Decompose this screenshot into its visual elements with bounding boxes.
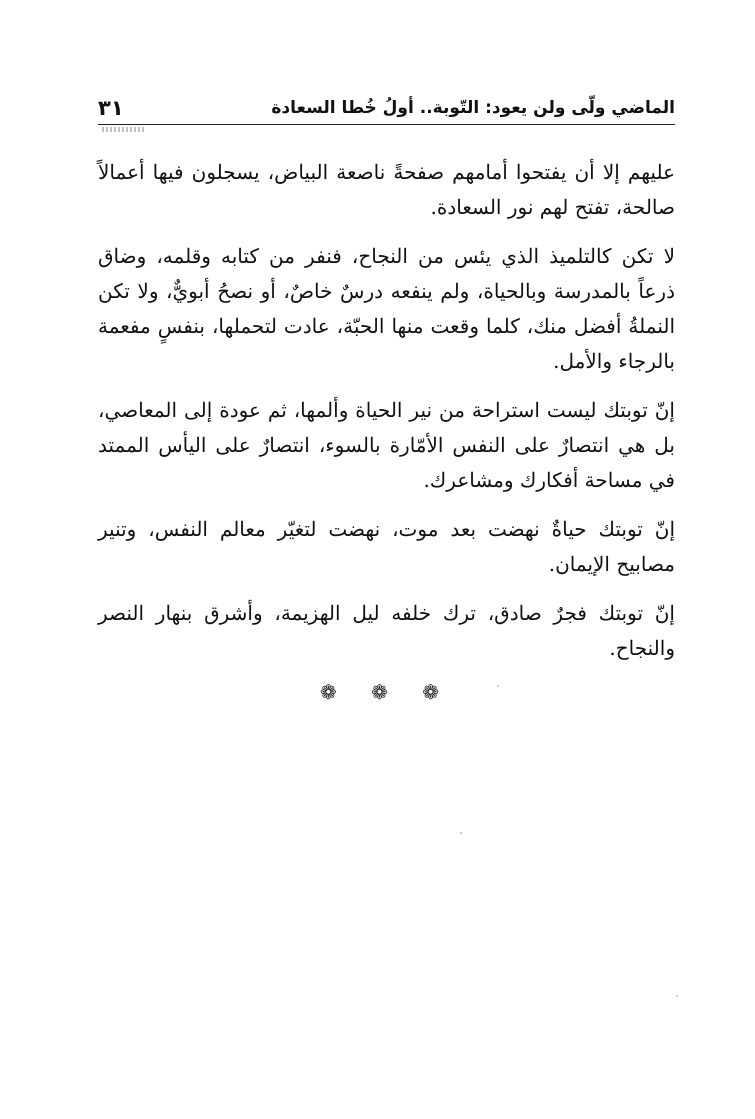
paragraph: إنّ توبتك ليست استراحة من نير الحياة وألمها، ثم عودة إلى المعاصي، بل هي انتصارٌ على النفس الأمّارة بالسوء، انتصارٌ على اليأس الممتد في مساحة أفكارك ومشاعرك. (98, 398, 675, 492)
paragraph: لا تكن كالتلميذ الذي يئس من النجاح، فنفر من كتابه وقلمه، وضاق ذرعاً بالمدرسة وبالحياة، ولم ينفعه درسٌ خاصٌ، أو نصحُ أبويٌّ، ولا تكن النملةُ أفضل منك، كلما وقعت منها الحبّة، عادت لتحملها، بنفسٍ مفعمة بالرجاء والأمل. (98, 244, 676, 373)
paragraph: إنّ توبتك حياةٌ نهضت بعد موت، نهضت لتغيّر معالم النفس، وتنير مصابيح الإيمان. (98, 517, 675, 576)
paper-speck (676, 995, 678, 997)
paragraph: إنّ توبتك فجرٌ صادق، ترك خلفه ليل الهزيمة، وأشرق بنهار النصر والنجاح. (98, 601, 675, 660)
running-title: الماضي ولّى ولن يعود: التّوبة.. أولُ خُطا السعادة (271, 98, 675, 118)
paper-speck (497, 685, 499, 687)
header-rule (98, 124, 675, 125)
paper-speck (460, 832, 462, 834)
scan-mark (102, 127, 146, 132)
paragraph: عليهم إلا أن يفتحوا أمامهم صفحةً ناصعة البياض، يسجلون فيها أعمالاً صالحة، تفتح لهم نور السعادة. (98, 160, 675, 219)
page-header (98, 88, 675, 120)
page-number: ٣١ (98, 96, 124, 120)
section-separator: ❁ ❁ ❁ (320, 680, 453, 704)
page-body (98, 155, 675, 704)
